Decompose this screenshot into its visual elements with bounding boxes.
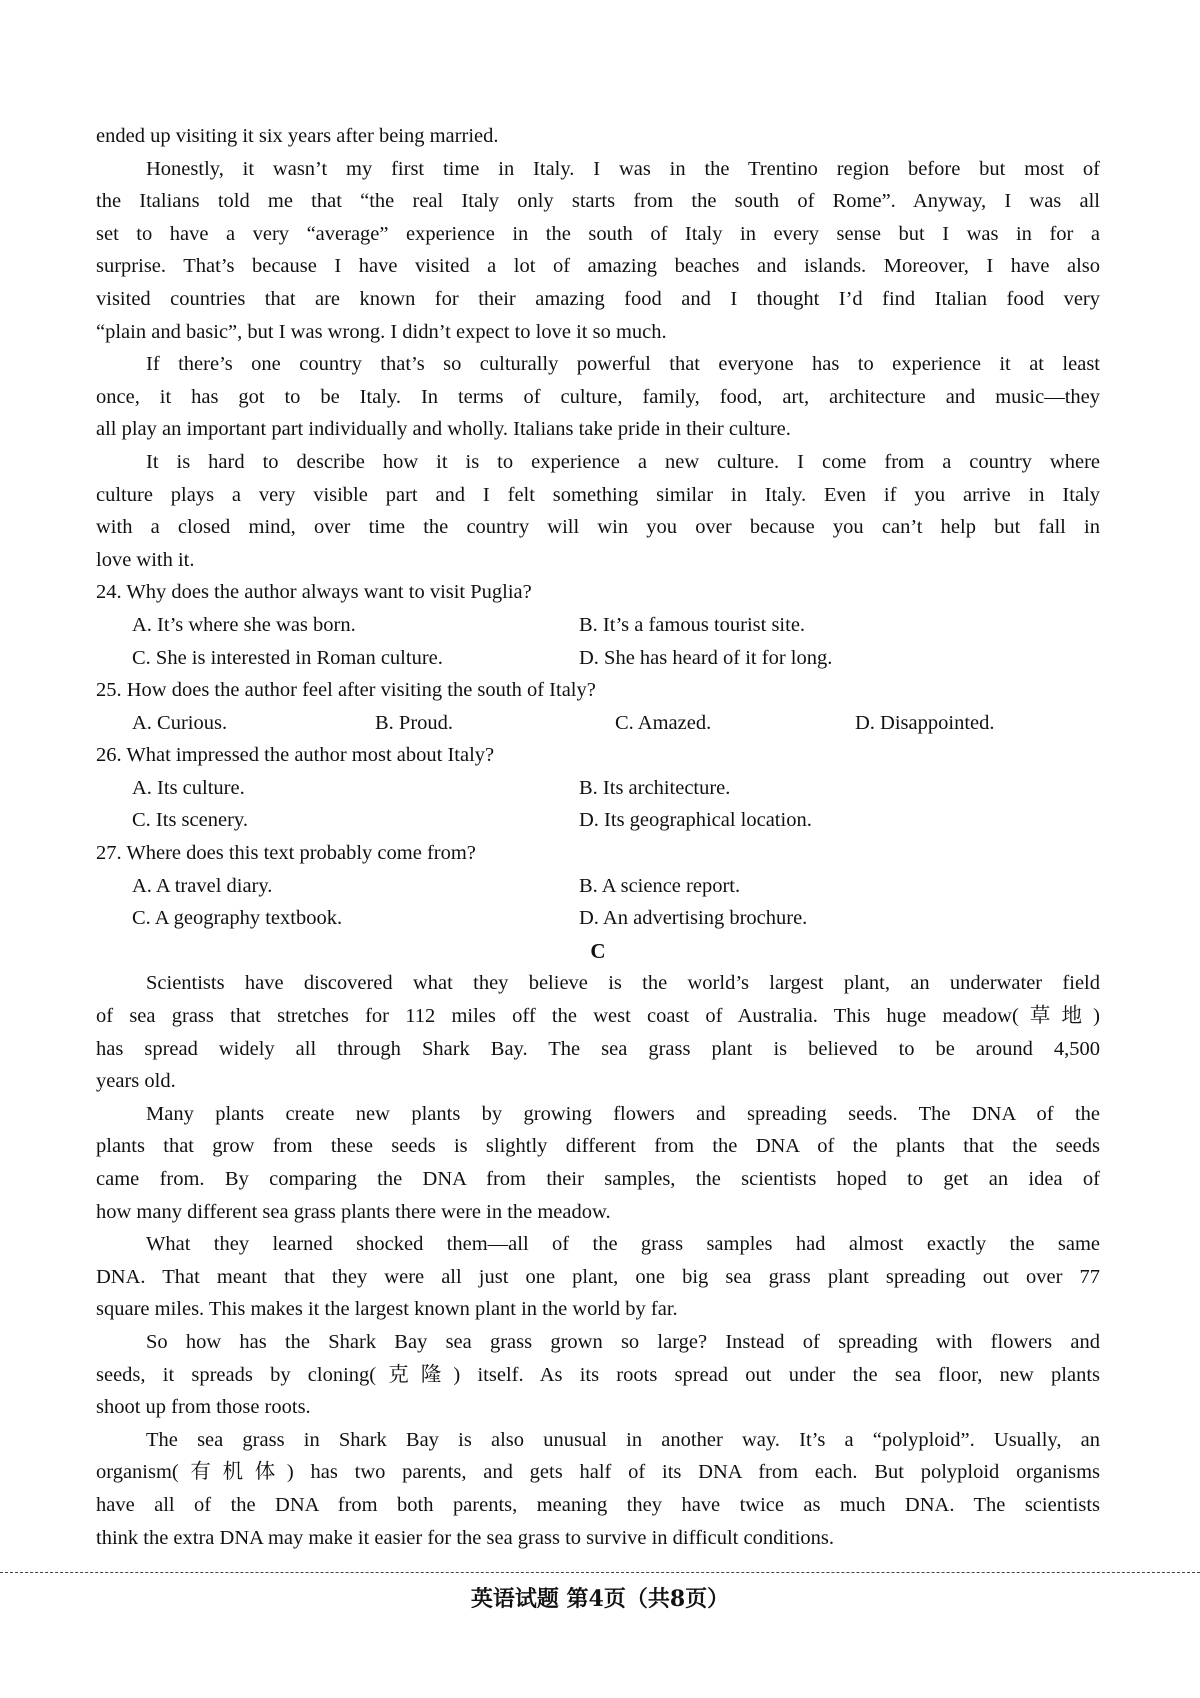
question-stem: 25. How does the author feel after visiting the south of Italy? (96, 679, 596, 702)
exam-page (96, 120, 1100, 1554)
passage-b-paragraph (96, 446, 1100, 576)
passage-c-paragraph (96, 1098, 1100, 1228)
text-line: once, it has got to be Italy. In terms of culture, family, food, art, architecture and music—they (96, 385, 1100, 408)
text-line: the Italians told me that “the real Italy only starts from the south of Rome”. Anyway, I was all (96, 190, 1100, 213)
text-line: all play an important part individually and wholly. Italians take pride in their culture. (96, 418, 791, 441)
option-c: C. Its scenery. (132, 809, 248, 832)
page-footer: 英语试题 第4页（共8页） (470, 1586, 730, 1612)
question-26 (96, 739, 1100, 837)
passage-c-paragraph (96, 967, 1100, 1097)
option-row (96, 707, 1100, 740)
option-b: B. Its architecture. (579, 776, 731, 799)
option-b: B. It’s a famous tourist site. (579, 613, 806, 636)
text-line: What they learned shocked them—all of the grass samples had almost exactly the same (146, 1233, 1100, 1256)
question-stem: 26. What impressed the author most about Italy? (96, 744, 495, 767)
option-row (96, 870, 1100, 903)
text-line: square miles. This makes it the largest known plant in the world by far. (96, 1298, 678, 1321)
text-line: It is hard to describe how it is to experience a new culture. I come from a country where (146, 450, 1100, 473)
option-row (96, 902, 1100, 935)
text-line: ended up visiting it six years after being married. (96, 125, 499, 147)
text-line: Honestly, it wasn’t my first time in Italy. I was in the Trentino region before but most of (146, 157, 1100, 180)
text-line: The sea grass in Shark Bay is also unusual in another way. It’s a “polyploid”. Usually, an (146, 1428, 1100, 1451)
text-line: has spread widely all through Shark Bay. The sea grass plant is believed to be around 4,500 (96, 1037, 1100, 1060)
passage-c-paragraph (96, 1228, 1100, 1326)
option-row (96, 772, 1100, 805)
option-row (96, 642, 1100, 675)
option-c: C. She is interested in Roman culture. (132, 646, 443, 669)
option-d: D. She has heard of it for long. (579, 646, 833, 669)
text-line: shoot up from those roots. (96, 1396, 311, 1419)
passage-b-paragraph (96, 348, 1100, 446)
question-25 (96, 674, 1100, 739)
option-row (96, 609, 1100, 642)
option-a: A. Its culture. (132, 776, 245, 799)
option-c: C. A geography textbook. (132, 907, 343, 930)
text-line: years old. (96, 1070, 176, 1093)
text-line: surprise. That’s because I have visited a lot of amazing beaches and islands. Moreover, I have also (96, 255, 1100, 278)
option-d: D. Its geographical location. (579, 809, 812, 832)
option-a: A. It’s where she was born. (132, 613, 356, 636)
option-b: B. Proud. (375, 711, 454, 734)
text-line: culture plays a very visible part and I felt something similar in Italy. Even if you arrive in Italy (96, 483, 1100, 506)
text-line: “plain and basic”, but I was wrong. I didn’t expect to love it so much. (96, 320, 667, 343)
text-line: visited countries that are known for their amazing food and I thought I’d find Italian food very (96, 287, 1100, 310)
passage-b-paragraph (96, 120, 1100, 153)
text-line: think the extra DNA may make it easier for the sea grass to survive in difficult conditions. (96, 1526, 835, 1549)
text-line: set to have a very “average” experience in the south of Italy in every sense but I was in for a (96, 222, 1100, 245)
question-24 (96, 576, 1100, 674)
text-line: DNA. That meant that they were all just one plant, one big sea grass plant spreading out over 77 (96, 1265, 1100, 1288)
text-line: came from. By comparing the DNA from their samples, the scientists hoped to get an idea of (96, 1168, 1100, 1190)
option-a: A. A travel diary. (132, 874, 273, 897)
text-line: organism(有机体) has two parents, and gets half of its DNA from each. But polyploid organisms (96, 1461, 1100, 1484)
passage-c-paragraph (96, 1424, 1100, 1554)
section-heading: C (590, 938, 606, 963)
option-b: B. A science report. (579, 874, 741, 897)
text-line: Many plants create new plants by growing flowers and spreading seeds. The DNA of the (146, 1102, 1100, 1125)
option-c: C. Amazed. (615, 711, 712, 734)
text-line: with a closed mind, over time the country will win you over because you can’t help but fall in (96, 516, 1100, 539)
text-line: If there’s one country that’s so culturally powerful that everyone has to experience it at least (146, 353, 1100, 376)
text-line: So how has the Shark Bay sea grass grown so large? Instead of spreading with flowers and (146, 1330, 1100, 1353)
question-stem: 24. Why does the author always want to visit Puglia? (96, 581, 532, 604)
question-stem: 27. Where does this text probably come from? (96, 842, 476, 865)
option-d: D. Disappointed. (855, 711, 995, 734)
text-line: have all of the DNA from both parents, meaning they have twice as much DNA. The scientists (96, 1493, 1100, 1516)
passage-c-paragraph (96, 1326, 1100, 1424)
option-a: A. Curious. (132, 711, 228, 734)
page-divider (0, 1572, 1200, 1573)
option-row (96, 804, 1100, 837)
passage-b-paragraph (96, 153, 1100, 349)
text-line: seeds, it spreads by cloning(克隆) itself. As its roots spread out under the sea floor, new plants (96, 1363, 1100, 1386)
text-line: of sea grass that stretches for 112 miles off the west coast of Australia. This huge meadow(草地) (96, 1005, 1100, 1028)
text-line: plants that grow from these seeds is slightly different from the DNA of the plants that the seeds (96, 1135, 1100, 1158)
text-line: how many different sea grass plants there were in the meadow. (96, 1200, 611, 1223)
option-d: D. An advertising brochure. (579, 907, 808, 930)
question-27 (96, 837, 1100, 935)
text-line: love with it. (96, 548, 195, 571)
text-line: Scientists have discovered what they believe is the world’s largest plant, an underwater field (146, 972, 1100, 995)
